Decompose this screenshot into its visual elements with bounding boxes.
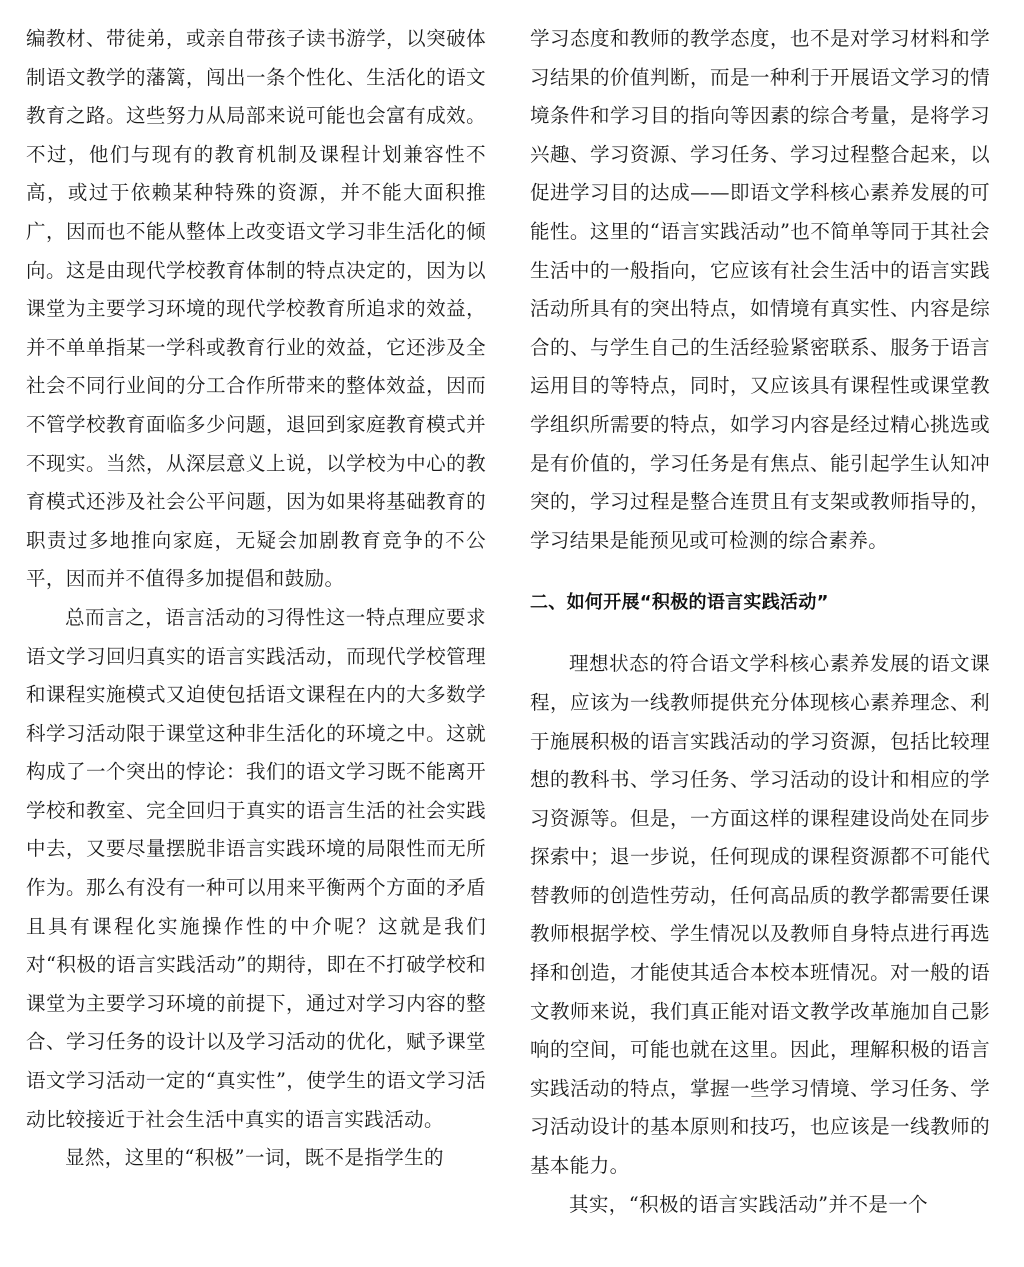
paragraph: 显然，这里的“积极”一词，既不是指学生的 <box>65 1146 444 1170</box>
paragraph: 其实，“积极的语言实践活动”并不是一个 <box>569 1192 929 1216</box>
right-column <box>530 20 990 1224</box>
paragraph: 学习态度和教师的教学态度，也不是对学习材料和学习结果的价值判断，而是一种利于开展语文学习的情境条件和学习目的指向等因素的综合考量，是将学习兴趣、学习资源、学习任务、学习过程整合起来，以促进学习目的达成——即语文学科核心素养发展的可能性。这里的“语言实践活动”也不简单等同于其社会生活中的一般指向，它应该有社会生活中的语言实践活动所具有的突出特点，如情境有真实性、内容是综合的、与学生自己的生活经验紧密联系、服务于语言运用目的等特点，同时，又应该具有课程性或课堂教学组织所需要的特点，如学习内容是经过精心挑选或是有价值的，学习任务是有焦点、能引起学生认知冲突的，学习过程是整合连贯且有支架或教师指导的，学习结果是能预见或可检测的综合素养。 <box>530 27 990 552</box>
paragraph: 总而言之，语言活动的习得性这一特点理应要求语文学习回归真实的语言实践活动，而现代学校管理和课程实施模式又迫使包括语文课程在内的大多数学科学习活动限于课堂这种非生活化的环境之中。这就构成了一个突出的悖论：我们的语文学习既不能离开学校和教室、完全回归于真实的语言生活的社会实践中去，又要尽量摆脱非语言实践环境的局限性而无所作为。那么有没有一种可以用来平衡两个方面的矛盾且具有课程化实施操作性的中介呢？这就是我们对“积极的语言实践活动”的期待，即在不打破学校和课堂为主要学习环境的前提下，通过对学习内容的整合、学习任务的设计以及学习活动的优化，赋予课堂语文学习活动一定的“真实性”，使学生的语文学习活动比较接近于社会生活中真实的语言实践活动。 <box>26 605 486 1131</box>
paragraph: 理想状态的符合语文学科核心素养发展的语文课程，应该为一线教师提供充分体现核心素养理念、利于施展积极的语言实践活动的学习资源，包括比较理想的教科书、学习任务、学习活动的设计和相应的学习资源等。但是，一方面这样的课程建设尚处在同步探索中；退一步说，任何现成的课程资源都不可能代替教师的创造性劳动，任何高品质的教学都需要任课教师根据学校、学生情况以及教师自身特点进行再选择和创造，才能使其适合本校本班情况。对一般的语文教师来说，我们真正能对语文教学改革施加自己影响的空间，可能也就在这里。因此，理解积极的语言实践活动的特点，掌握一些学习情境、学习任务、学习活动设计的基本原则和技巧，也应该是一线教师的基本能力。 <box>530 652 990 1178</box>
left-column <box>26 20 486 1178</box>
paragraph: 编教材、带徒弟，或亲自带孩子读书游学，以突破体制语文教学的藩篱，闯出一条个性化、生活化的语文教育之路。这些努力从局部来说可能也会富有成效。不过，他们与现有的教育机制及课程计划兼容性不高，或过于依赖某种特殊的资源，并不能大面积推广，因而也不能从整体上改变语文学习非生活化的倾向。这是由现代学校教育体制的特点决定的，因为以课堂为主要学习环境的现代学校教育所追求的效益，并不单单指某一学科或教育行业的效益，它还涉及全社会不同行业间的分工合作所带来的整体效益，因而不管学校教育面临多少问题，退回到家庭教育模式并不现实。当然，从深层意义上说，以学校为中心的教育模式还涉及社会公平问题，因为如果将基础教育的职责过多地推向家庭，无疑会加剧教育竞争的不公平，因而并不值得多加提倡和鼓励。 <box>26 27 486 591</box>
section-heading: 二、如何开展“积极的语言实践活动” <box>530 592 829 614</box>
